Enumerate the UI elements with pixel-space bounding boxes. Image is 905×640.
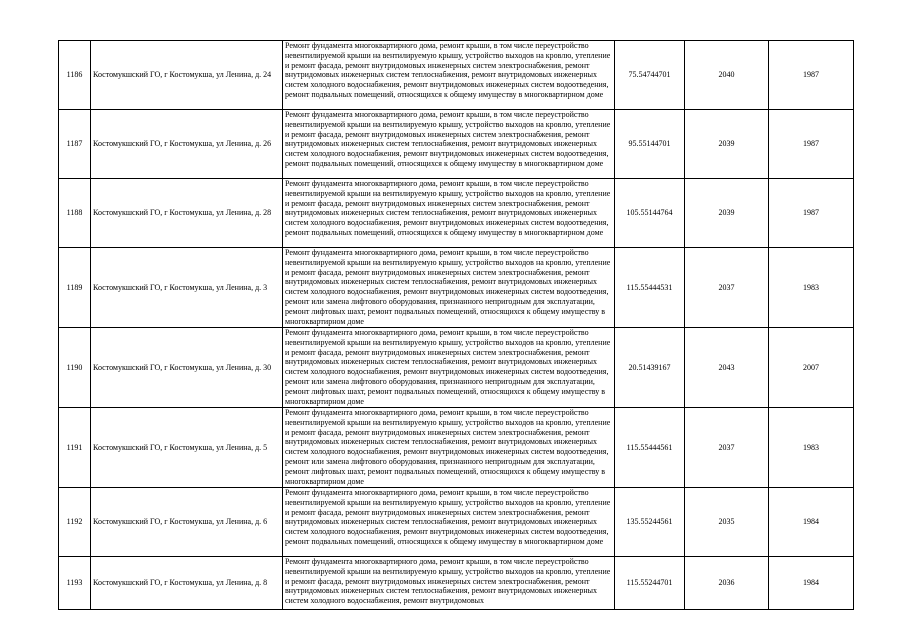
- works-text: Ремонт фундамента многоквартирного дома, ремонт крыши, в том числе переустройство невентилируемой крыши на вентилируемую крышу, устройство выходов на кровлю, утепление и ремонт фасада, ремонт внутридомовых инженерных систем электроснабжения, ремонт внутридомовых инженерных систем теплоснабжения, ремонт внутридомовых инженерных систем холодного водоснабжения, ремонт внутридомовых инженерных систем водоотведения, ремонт или замена лифтового оборудования, признанного непригодным для эксплуатации, ремонт лифтовых шахт, ремонт подвальных помещений, относящихся к общему имуществу в многоквартирном доме: [285, 328, 611, 406]
- planned-year-cell: 2036: [685, 557, 769, 610]
- planned-year-cell: 2039: [685, 179, 769, 248]
- address-cell: Костомукшский ГО, г Костомукша, ул Ленина, д. 28: [91, 179, 283, 248]
- works-text: Ремонт фундамента многоквартирного дома, ремонт крыши, в том числе переустройство невентилируемой крыши на вентилируемую крышу, устройство выходов на кровлю, утепление и ремонт фасада, ремонт внутридомовых инженерных систем электроснабжения, ремонт внутридомовых инженерных систем теплоснабжения, ремонт внутридомовых инженерных систем холодного водоснабжения, ремонт внутридомовых инженерных систем водоотведения, ремонт или замена лифтового оборудования, признанного непригодным для эксплуатации, ремонт лифтовых шахт, ремонт подвальных помещений, относящихся к общему имуществу в многоквартирном доме: [285, 248, 611, 326]
- built-year-cell: 1983: [769, 248, 854, 328]
- built-year-cell: 2007: [769, 328, 854, 408]
- planned-year-cell: 2043: [685, 328, 769, 408]
- built-year-cell: 1987: [769, 110, 854, 179]
- works-cell: [283, 110, 615, 179]
- row-number-cell: 1192: [59, 488, 91, 557]
- address-cell: Костомукшский ГО, г Костомукша, ул Ленина, д. 26: [91, 110, 283, 179]
- area-cell: 115.55444531: [615, 248, 685, 328]
- area-cell: 75.54744701: [615, 41, 685, 110]
- row-number-cell: 1187: [59, 110, 91, 179]
- address-cell: Костомукшский ГО, г Костомукша, ул Ленина, д. 5: [91, 408, 283, 488]
- area-cell: 105.55144764: [615, 179, 685, 248]
- built-year-cell: 1987: [769, 41, 854, 110]
- area-cell: 115.55244701: [615, 557, 685, 610]
- area-cell: 135.55244561: [615, 488, 685, 557]
- row-number-cell: 1193: [59, 557, 91, 610]
- row-number-cell: 1189: [59, 248, 91, 328]
- table-row: [59, 557, 854, 610]
- table-row: [59, 179, 854, 248]
- works-cell: [283, 328, 615, 408]
- row-number-cell: 1191: [59, 408, 91, 488]
- row-number-cell: 1186: [59, 41, 91, 110]
- works-text: Ремонт фундамента многоквартирного дома, ремонт крыши, в том числе переустройство невентилируемой крыши на вентилируемую крышу, устройство выходов на кровлю, утепление и ремонт фасада, ремонт внутридомовых инженерных систем электроснабжения, ремонт внутридомовых инженерных систем теплоснабжения, ремонт внутридомовых инженерных систем холодного водоснабжения, ремонт внутридомовых инженерных систем водоотведения, ремонт подвальных помещений, относящихся к общему имуществу в многоквартирном доме: [285, 179, 611, 237]
- works-cell: [283, 488, 615, 557]
- built-year-cell: 1987: [769, 179, 854, 248]
- address-cell: Костомукшский ГО, г Костомукша, ул Ленина, д. 3: [91, 248, 283, 328]
- row-number-cell: 1190: [59, 328, 91, 408]
- table-row: [59, 488, 854, 557]
- built-year-cell: 1984: [769, 488, 854, 557]
- planned-year-cell: 2040: [685, 41, 769, 110]
- table-row: [59, 248, 854, 328]
- planned-year-cell: 2035: [685, 488, 769, 557]
- works-cell: [283, 408, 615, 488]
- built-year-cell: 1984: [769, 557, 854, 610]
- address-cell: Костомукшский ГО, г Костомукша, ул Ленина, д. 24: [91, 41, 283, 110]
- row-number-cell: 1188: [59, 179, 91, 248]
- table-row: [59, 41, 854, 110]
- area-cell: 95.55144701: [615, 110, 685, 179]
- works-cell: [283, 557, 615, 610]
- planned-year-cell: 2037: [685, 408, 769, 488]
- planned-year-cell: 2039: [685, 110, 769, 179]
- area-cell: 115.55444561: [615, 408, 685, 488]
- address-cell: Костомукшский ГО, г Костомукша, ул Ленина, д. 30: [91, 328, 283, 408]
- address-cell: Костомукшский ГО, г Костомукша, ул Ленина, д. 8: [91, 557, 283, 610]
- table-row: [59, 408, 854, 488]
- works-cell: [283, 41, 615, 110]
- address-cell: Костомукшский ГО, г Костомукша, ул Ленина, д. 6: [91, 488, 283, 557]
- works-text: Ремонт фундамента многоквартирного дома, ремонт крыши, в том числе переустройство невентилируемой крыши на вентилируемую крышу, устройство выходов на кровлю, утепление и ремонт фасада, ремонт внутридомовых инженерных систем электроснабжения, ремонт внутридомовых инженерных систем теплоснабжения, ремонт внутридомовых инженерных систем холодного водоснабжения, ремонт внутридомовых инженерных систем водоотведения, ремонт подвальных помещений, относящихся к общему имуществу в многоквартирном доме: [285, 488, 611, 546]
- repair-program-table: [58, 40, 854, 610]
- table-row: [59, 328, 854, 408]
- table-row: [59, 110, 854, 179]
- works-text: Ремонт фундамента многоквартирного дома, ремонт крыши, в том числе переустройство невентилируемой крыши на вентилируемую крышу, устройство выходов на кровлю, утепление и ремонт фасада, ремонт внутридомовых инженерных систем электроснабжения, ремонт внутридомовых инженерных систем теплоснабжения, ремонт внутридомовых инженерных систем холодного водоснабжения, ремонт внутридомовых: [285, 557, 611, 606]
- works-text: Ремонт фундамента многоквартирного дома, ремонт крыши, в том числе переустройство невентилируемой крыши на вентилируемую крышу, устройство выходов на кровлю, утепление и ремонт фасада, ремонт внутридомовых инженерных систем электроснабжения, ремонт внутридомовых инженерных систем теплоснабжения, ремонт внутридомовых инженерных систем холодного водоснабжения, ремонт внутридомовых инженерных систем водоотведения, ремонт подвальных помещений, относящихся к общему имуществу в многоквартирном доме: [285, 41, 611, 99]
- works-cell: [283, 248, 615, 328]
- planned-year-cell: 2037: [685, 248, 769, 328]
- built-year-cell: 1983: [769, 408, 854, 488]
- works-text: Ремонт фундамента многоквартирного дома, ремонт крыши, в том числе переустройство невентилируемой крыши на вентилируемую крышу, устройство выходов на кровлю, утепление и ремонт фасада, ремонт внутридомовых инженерных систем электроснабжения, ремонт внутридомовых инженерных систем теплоснабжения, ремонт внутридомовых инженерных систем холодного водоснабжения, ремонт внутридомовых инженерных систем водоотведения, ремонт или замена лифтового оборудования, признанного непригодным для эксплуатации, ремонт лифтовых шахт, ремонт подвальных помещений, относящихся к общему имуществу в многоквартирном доме: [285, 408, 611, 486]
- works-cell: [283, 179, 615, 248]
- works-text: Ремонт фундамента многоквартирного дома, ремонт крыши, в том числе переустройство невентилируемой крыши на вентилируемую крышу, устройство выходов на кровлю, утепление и ремонт фасада, ремонт внутридомовых инженерных систем электроснабжения, ремонт внутридомовых инженерных систем теплоснабжения, ремонт внутридомовых инженерных систем холодного водоснабжения, ремонт внутридомовых инженерных систем водоотведения, ремонт подвальных помещений, относящихся к общему имуществу в многоквартирном доме: [285, 110, 611, 168]
- area-cell: 20.51439167: [615, 328, 685, 408]
